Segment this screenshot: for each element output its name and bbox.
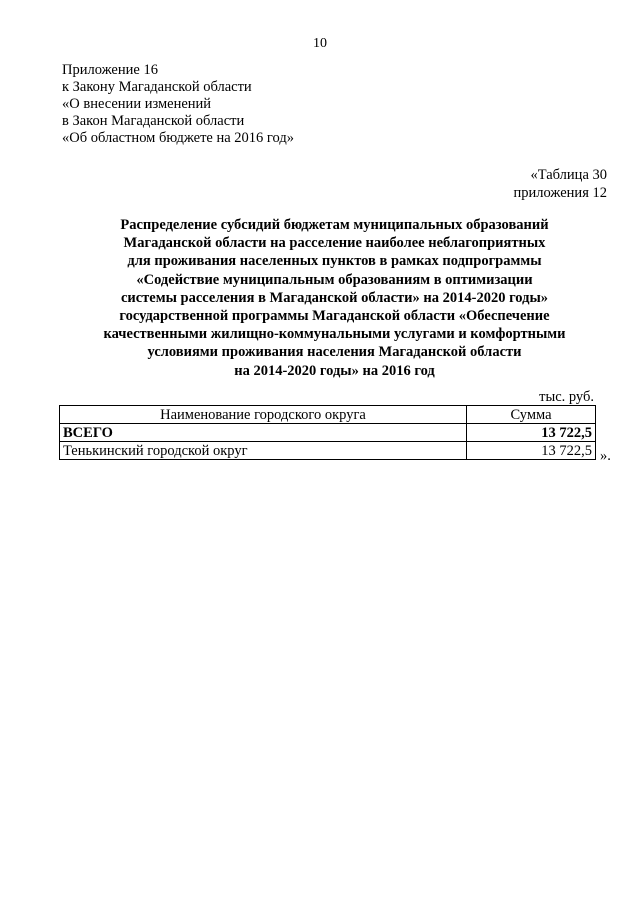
cell-name: Тенькинский городской округ	[60, 442, 467, 460]
title-line: условиями проживания населения Магаданской области	[147, 344, 522, 361]
title-line: государственной программы Магаданской области «Обеспечение	[119, 308, 550, 325]
annex-line: «Об областном бюджете на 2016 год»	[62, 130, 294, 146]
table-row-total	[60, 424, 596, 442]
header-name: Наименование городского округа	[60, 406, 467, 424]
annex-line: в Закон Магаданской области	[62, 113, 245, 129]
cell-sum: 13 722,5	[467, 424, 596, 442]
units-label: тыс. руб.	[539, 389, 594, 405]
document-title	[62, 216, 607, 380]
title-line: Магаданской области на расселение наиболее неблагоприятных	[123, 235, 546, 252]
title-line: для проживания населенных пунктов в рамках подпрограммы	[127, 253, 542, 270]
table-row	[60, 442, 596, 460]
title-line: «Содействие муниципальным образованиям в оптимизации	[136, 271, 533, 288]
annex-reference	[62, 62, 482, 147]
header-sum: Сумма	[467, 406, 596, 424]
page-number: 10	[313, 36, 327, 51]
title-line: качественными жилищно-коммунальными услугами и комфортными	[103, 326, 566, 343]
annex-line: Приложение 16	[62, 62, 158, 78]
cell-name: ВСЕГО	[60, 424, 467, 442]
table-header-row	[60, 406, 596, 424]
closing-quote: ».	[600, 448, 611, 464]
subsidy-table	[59, 405, 596, 460]
table-ref-line: приложения 12	[513, 185, 607, 201]
table-reference	[514, 166, 607, 202]
cell-sum: 13 722,5	[467, 442, 596, 460]
annex-line: «О внесении изменений	[62, 96, 212, 112]
title-line: системы расселения в Магаданской области» на 2014-2020 годы»	[120, 289, 549, 306]
title-line: Распределение субсидий бюджетам муниципальных образований	[120, 217, 549, 233]
title-line: на 2014-2020 годы» на 2016 год	[234, 362, 435, 379]
annex-line: к Закону Магаданской области	[62, 79, 252, 95]
table-ref-line: «Таблица 30	[530, 167, 607, 183]
